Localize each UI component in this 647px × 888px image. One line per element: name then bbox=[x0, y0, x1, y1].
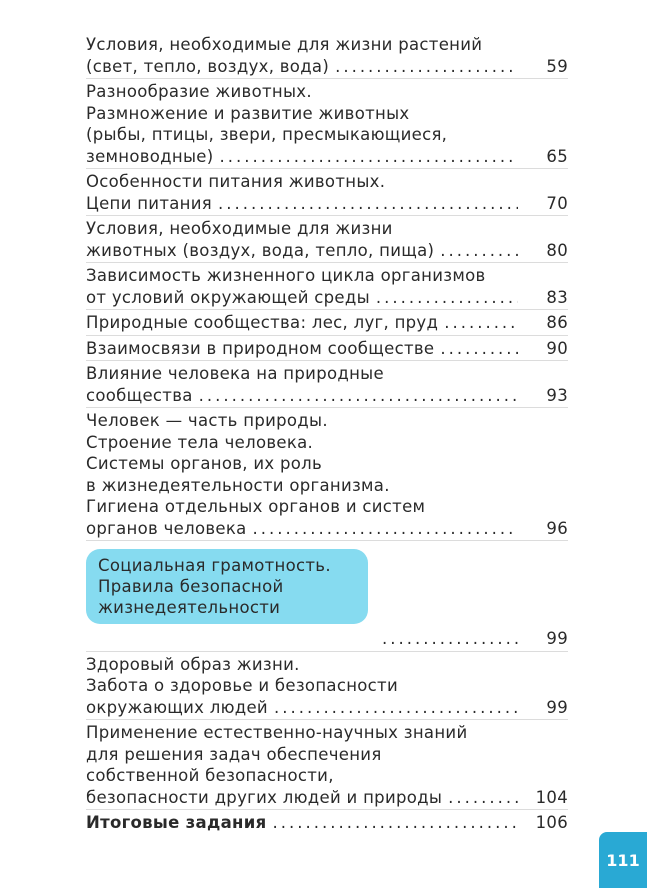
leader-dots bbox=[274, 697, 518, 719]
toc-entry-line: от условий окружающей среды bbox=[86, 287, 370, 307]
toc-entry-line: Строение тела человека. bbox=[86, 432, 314, 452]
toc-entry-line: (рыбы, птицы, звери, пресмыкающиеся, bbox=[86, 125, 448, 144]
section-highlight-box bbox=[86, 549, 368, 624]
toc-entry-line: Цепи питания bbox=[86, 193, 212, 213]
toc-entry-line: органов человека bbox=[86, 518, 247, 538]
toc-entry-7[interactable] bbox=[86, 336, 568, 362]
toc-entry-line: для решения задач обеспечения bbox=[86, 744, 382, 764]
table-of-contents bbox=[86, 32, 568, 835]
toc-entry-line: Человек — часть природы. bbox=[86, 411, 328, 430]
toc-entry-9[interactable] bbox=[86, 408, 568, 541]
leader-dots bbox=[199, 385, 518, 407]
toc-page-number: 99 bbox=[546, 629, 568, 648]
toc-page-number: 59 bbox=[546, 56, 568, 76]
leader-dots bbox=[220, 146, 519, 168]
toc-entry-5[interactable] bbox=[86, 263, 568, 310]
leader-dots bbox=[376, 287, 518, 309]
toc-entry-8[interactable] bbox=[86, 361, 568, 408]
toc-entry-line: окружающих людей bbox=[86, 697, 268, 717]
toc-entry-line: безопасности других людей и природы bbox=[86, 787, 443, 807]
toc-page-number: 96 bbox=[546, 518, 568, 538]
toc-page-number: 104 bbox=[535, 787, 568, 807]
toc-entry-line: Размножение и развитие животных bbox=[86, 103, 410, 123]
toc-entry-6[interactable] bbox=[86, 310, 568, 336]
leader-dots bbox=[335, 56, 518, 78]
toc-entry-line: Условия, необходимые для жизни растений bbox=[86, 35, 483, 54]
section-title-line: Правила безопасной bbox=[98, 577, 284, 596]
toc-page-number: 83 bbox=[546, 287, 568, 307]
leader-dots bbox=[273, 812, 519, 834]
section-title-line: Социальная грамотность. bbox=[98, 556, 331, 575]
toc-entry-10[interactable] bbox=[86, 652, 568, 721]
toc-entry-line: Особенности питания животных. bbox=[86, 172, 386, 191]
toc-entry-line: Условия, необходимые для жизни bbox=[86, 219, 393, 238]
toc-entry-line: Влияние человека на природные bbox=[86, 364, 384, 383]
toc-entry-line: сообщества bbox=[86, 385, 193, 405]
toc-entry-line: Применение естественно-научных знаний bbox=[86, 723, 468, 742]
toc-entry-11[interactable] bbox=[86, 720, 568, 810]
toc-entry-line: Здоровый образ жизни. bbox=[86, 654, 300, 674]
toc-page-number: 86 bbox=[546, 313, 568, 332]
toc-entry-line: (свет, тепло, воздух, вода) bbox=[86, 56, 330, 76]
toc-entry-line: Забота о здоровье и безопасности bbox=[86, 676, 398, 695]
page-number-badge: 111 bbox=[599, 832, 647, 888]
toc-entry-2[interactable] bbox=[86, 79, 568, 169]
section-title-line: жизнедеятельности bbox=[98, 598, 281, 617]
toc-entry-final[interactable] bbox=[86, 810, 568, 835]
toc-entry-line: Системы органов, их роль bbox=[86, 454, 323, 473]
leader-dots bbox=[440, 240, 518, 262]
toc-entry-3[interactable] bbox=[86, 169, 568, 216]
toc-entry-line: в жизнедеятельности организма. bbox=[86, 475, 390, 495]
toc-entry-line: собственной безопасности, bbox=[86, 766, 334, 785]
leader-dots bbox=[218, 193, 518, 215]
toc-entry-line: Разнообразие животных. bbox=[86, 82, 312, 101]
toc-entry-line: Природные сообщества: лес, луг, пруд bbox=[86, 313, 439, 332]
leader-dots bbox=[448, 787, 518, 809]
leader-dots bbox=[440, 338, 518, 360]
toc-page-number: 93 bbox=[546, 385, 568, 405]
toc-entry-4[interactable] bbox=[86, 216, 568, 263]
leader-dots bbox=[382, 628, 518, 650]
toc-entry-line: Зависимость жизненного цикла организмов bbox=[86, 266, 486, 285]
toc-page-number: 80 bbox=[546, 240, 568, 260]
leader-dots bbox=[253, 518, 519, 540]
toc-entry-line: земноводные) bbox=[86, 146, 214, 166]
toc-entry-1[interactable] bbox=[86, 32, 568, 79]
toc-page-number: 106 bbox=[535, 813, 568, 832]
toc-page-number: 65 bbox=[546, 146, 568, 166]
toc-section-highlight[interactable] bbox=[86, 541, 568, 652]
toc-entry-line: Взаимосвязи в природном сообществе bbox=[86, 338, 435, 358]
toc-page-number: 70 bbox=[546, 193, 568, 213]
toc-entry-line: Итоговые задания bbox=[86, 813, 267, 832]
leader-dots bbox=[444, 312, 518, 334]
toc-page-number: 99 bbox=[546, 697, 568, 717]
toc-entry-line: животных (воздух, вода, тепло, пища) bbox=[86, 240, 435, 260]
toc-page-number: 90 bbox=[546, 338, 568, 358]
toc-entry-line: Гигиена отдельных органов и систем bbox=[86, 497, 426, 516]
